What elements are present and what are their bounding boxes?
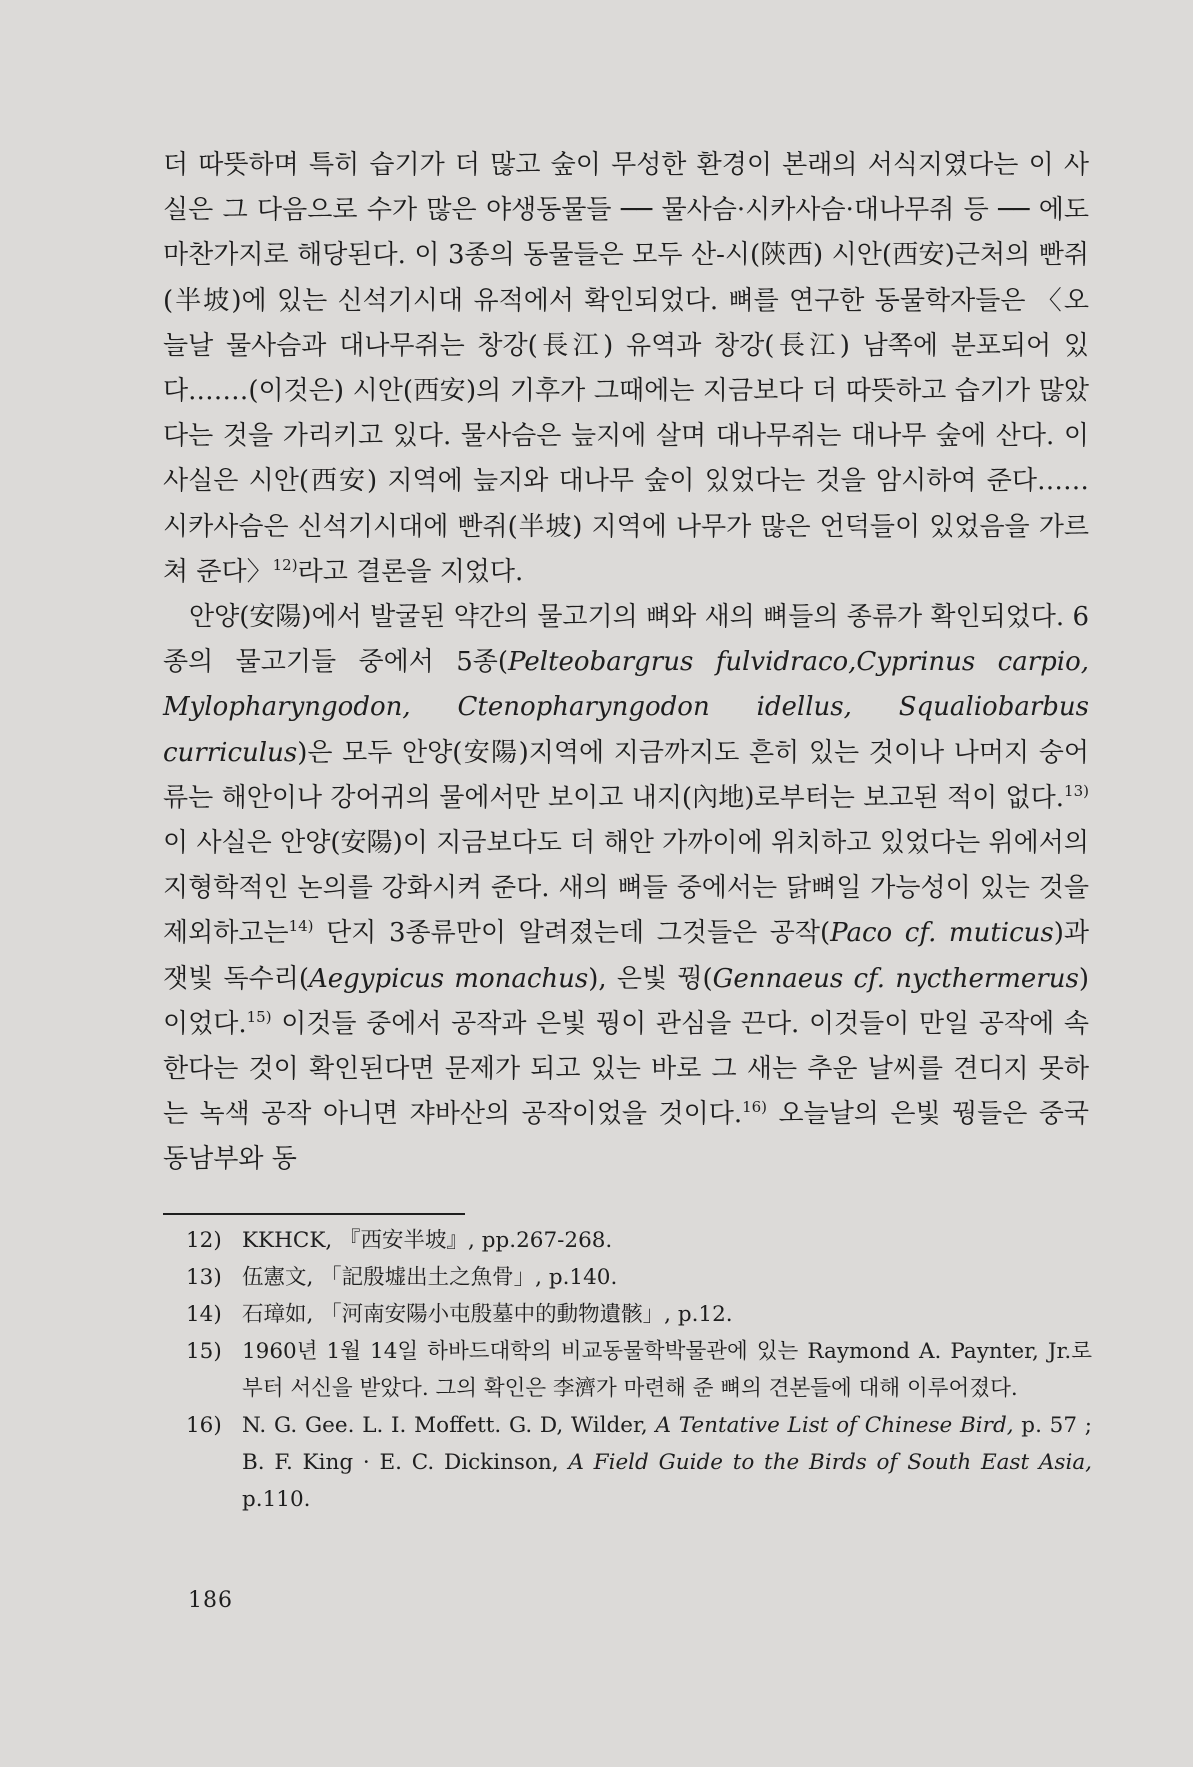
- book-title: A Tentative List of Chinese Bird,: [655, 1413, 1014, 1438]
- footnote-14: [186, 1296, 1092, 1333]
- footnote-ref-16: 16): [742, 1098, 768, 1117]
- footnote-text: 1960년 1월 14일 하바드대학의 비교동물학박물관에 있는 Raymond A. Paynter, Jr.로부터 서신을 받았다. 그의 확인은 李濟가 마련해 준 뼈의 견본들에 대해 이루어졌다.: [242, 1339, 1092, 1401]
- species-vulture: Aegypicus monachus: [308, 963, 589, 994]
- paragraph-2: [163, 595, 1089, 1183]
- paragraph-1: [163, 143, 1089, 595]
- footnote-ref-14: 14): [288, 917, 314, 936]
- text-run: ), 은빛 꿩(: [588, 963, 713, 994]
- text-run: p. 57 ; B. F. King · E. C. Dickinson,: [242, 1413, 1092, 1475]
- footnote-divider: [163, 1213, 465, 1215]
- footnote-text: 伍憲文, 「記殷墟出土之魚骨」, p.140.: [242, 1265, 618, 1290]
- text-run: 단지 3종류만이 알려졌는데 그것들은 공작(: [313, 918, 831, 949]
- body-text: [163, 143, 1089, 1183]
- species-fish: Pelteobargrus fulvidraco,Cyprinus carpio, Mylopharyngodon, Ctenopharyngodon idellus, Squaliobarbus curriculus: [163, 647, 1089, 768]
- footnote-number: 12): [186, 1228, 222, 1253]
- footnote-16: [186, 1407, 1092, 1518]
- paragraph-1-text: 더 따뜻하며 특히 습기가 더 많고 숲이 무성한 환경이 본래의 서식지였다는 이 사실은 그 다음으로 수가 많은 야생동물들 ── 물사슴·시카사슴·대나무쥐 등 ── 에도 마찬가지로 해당된다. 이 3종의 동물들은 모두 산-시(陝西) 시안(西安)근처의 빤쥐(半坡)에 있는 신석기시대 유적에서 확인되었다. 뼈를 연구한 동물학자들은 〈오늘날 물사슴과 대나무쥐는 창강(長江) 유역과 창강(長江) 남쪽에 분포되어 있다.……(이것은) 시안(西安)의 기후가 그때에는 지금보다 더 따뜻하고 습기가 많았다는 것을 가리키고 있다. 물사슴은 늪지에 살며 대나무쥐는 대나무 숲에 산다. 이 사실은 시안(西安) 지역에 늪지와 대나무 숲이 있었다는 것을 암시하여 준다…… 시카사슴은 신석기시대에 빤쥐(半坡) 지역에 나무가 많은 언덕들이 있었음을 가르쳐 준다〉: [163, 150, 1089, 587]
- text-run: 이 사실은 안양(安陽)이 지금보다도 더 해안 가까이에 위치하고 있었다는 위에서의 지형학적인 논의를 강화시켜 준다. 새의 뼈들 중에서는 닭뼈일 가능성이 있는 것을 제외하고는: [163, 828, 1089, 949]
- footnote-15: [186, 1333, 1092, 1407]
- footnote-ref-12: 12): [272, 555, 298, 574]
- text-run: p.110.: [242, 1487, 311, 1512]
- text-run: 이것들 중에서 공작과 은빛 꿩이 관심을 끈다. 이것들이 만일 공작에 속한다는 것이 확인된다면 문제가 되고 있는 바로 그 새는 추운 날씨를 견디지 못하는 녹색 공작 아니면 쟈바산의 공작이었을 것이다.: [163, 1008, 1089, 1130]
- footnote-number: 14): [186, 1302, 222, 1327]
- species-peacock: Paco cf. muticus: [830, 918, 1054, 949]
- footnote-13: [186, 1259, 1092, 1296]
- text-run: 오늘날의 은빛 꿩들은 중국 동남부와 동: [163, 1099, 1089, 1175]
- footnote-ref-15: 15): [246, 1007, 272, 1026]
- text-run: )과 잿빛 독수리(: [163, 918, 1089, 994]
- footnote-text: KKHCK, 『西安半坡』, pp.267-268.: [242, 1228, 613, 1253]
- book-title: A Field Guide to the Birds of South East Asia,: [568, 1450, 1092, 1475]
- text-run: )은 모두 안양(安陽)지역에 지금까지도 흔히 있는 것이나 나머지 숭어류는 해안이나 강어귀의 물에서만 보이고 내지(內地)로부터는 보고된 적이 없다.: [163, 737, 1089, 813]
- footnote-number: 16): [186, 1413, 222, 1438]
- footnote-ref-13: 13): [1064, 781, 1089, 800]
- text-run: N. G. Gee. L. I. Moffett. G. D, Wilder,: [242, 1413, 656, 1438]
- paragraph-1-tail: 라고 결론을 지었다.: [297, 556, 524, 587]
- page-number: 186: [188, 1588, 233, 1613]
- species-pheasant: Gennaeus cf. nycthermerus: [712, 963, 1079, 994]
- footnote-number: 15): [186, 1339, 222, 1364]
- footnote-12: [186, 1222, 1092, 1259]
- text-run: 안양(安陽)에서 발굴된 약간의 물고기의 뼈와 새의 뼈들의 종류가 확인되었다. 6종의 물고기들 중에서 5종(: [163, 602, 1089, 678]
- text-run: )이었다.: [163, 963, 1089, 1039]
- footnotes: [186, 1222, 1092, 1518]
- footnote-number: 13): [186, 1265, 222, 1290]
- footnote-text: 石璋如, 「河南安陽小屯殷墓中的動物遺骸」, p.12.: [242, 1302, 733, 1327]
- footnote-text: [242, 1407, 1092, 1518]
